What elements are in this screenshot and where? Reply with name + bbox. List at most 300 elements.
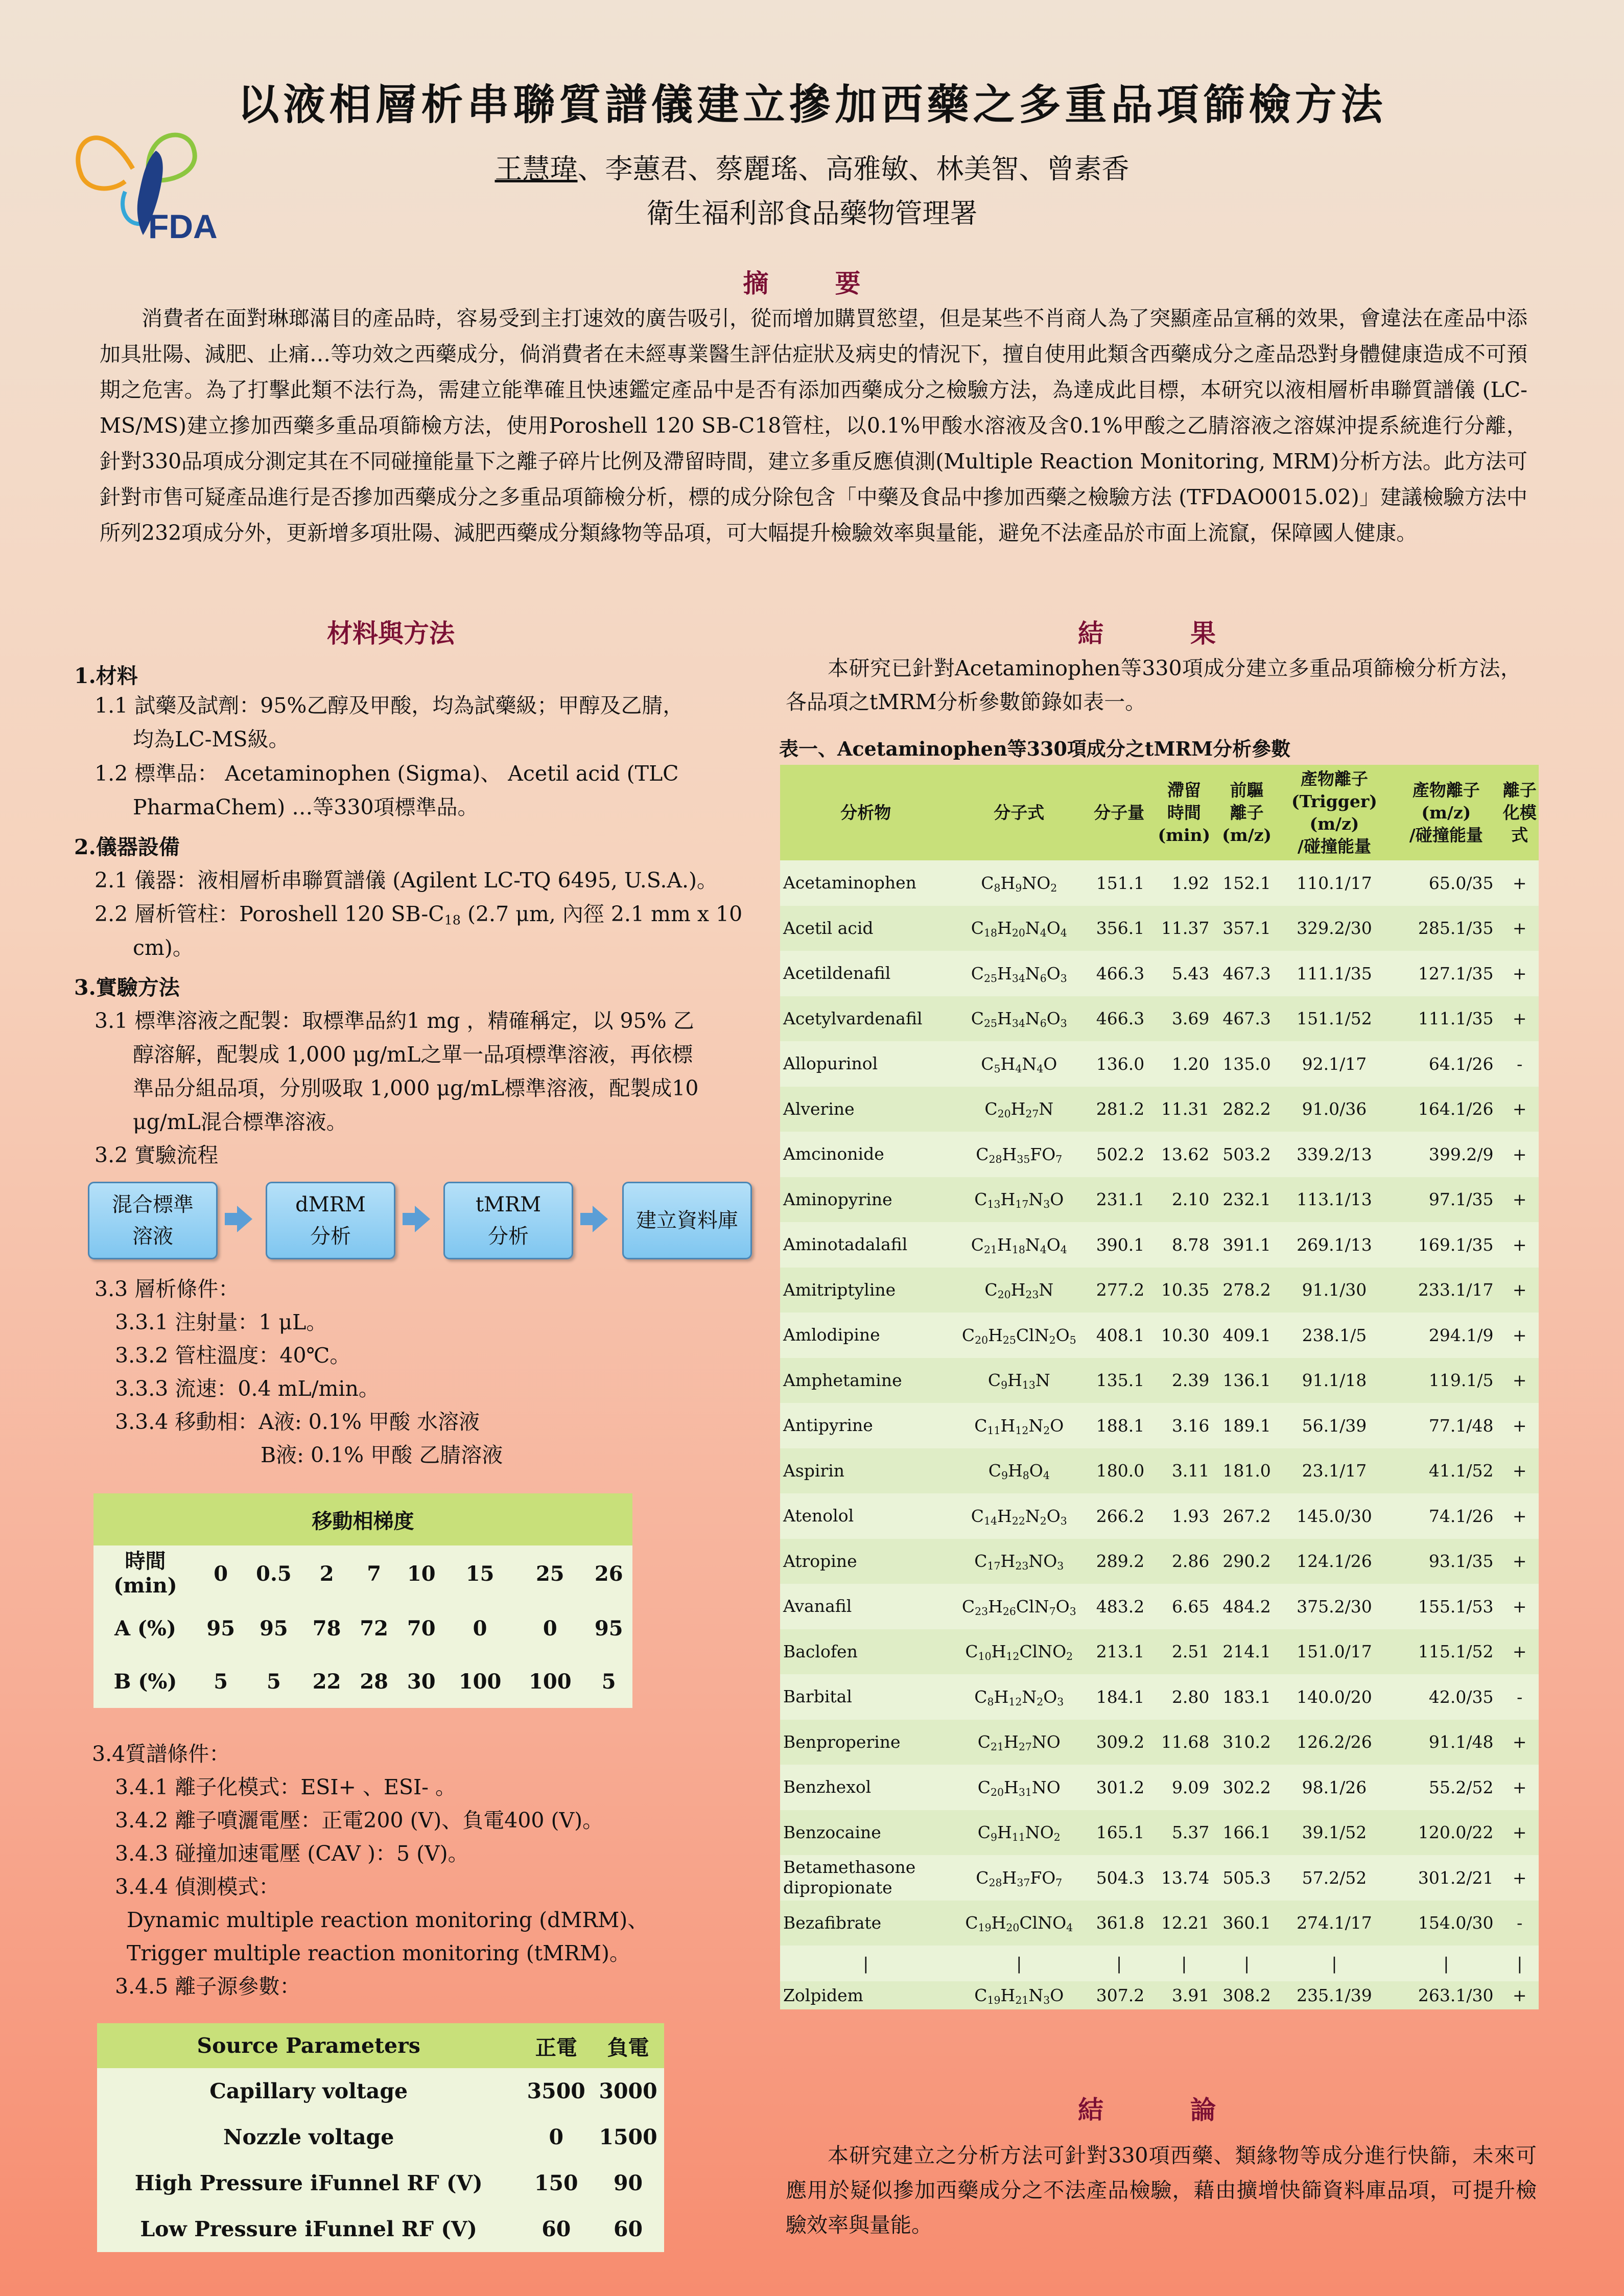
precursor-cell: 409.1 — [1216, 1313, 1277, 1358]
analyte-cell: Acetil acid — [780, 906, 952, 951]
mw-cell: 151.1 — [1087, 860, 1151, 906]
analyte-cell: Bezafibrate — [780, 1901, 952, 1946]
flow-step-tmrm: tMRM 分析 — [443, 1182, 573, 1259]
source-row: Low Pressure iFunnel RF (V) 60 60 — [97, 2206, 664, 2252]
mrm-row — [780, 1855, 1539, 1901]
coauthors: 、李蕙君、蔡麗瑤、高雅敏、林美智、曾素香 — [577, 153, 1129, 185]
precursor-cell: 505.3 — [1216, 1855, 1277, 1901]
product-cell: 399.2/9 — [1392, 1132, 1500, 1177]
trigger-cell: 126.2/26 — [1277, 1720, 1392, 1765]
mw-cell: 466.3 — [1087, 951, 1151, 996]
analyte-cell: Allopurinol — [780, 1041, 952, 1087]
materials-heading: 1.材料 — [74, 664, 138, 688]
mrm-row — [780, 1041, 1539, 1087]
precursor-cell: 166.1 — [1216, 1810, 1277, 1856]
trigger-cell: 57.2/52 — [1277, 1855, 1392, 1901]
product-cell: 294.1/9 — [1392, 1313, 1500, 1358]
mrm-row — [780, 1313, 1539, 1358]
precursor-cell: 503.2 — [1216, 1132, 1277, 1177]
mobile-phase-b: B液: 0.1% 甲酸 乙腈溶液 — [261, 1443, 503, 1467]
mrm-row — [780, 860, 1539, 906]
mrm-row — [780, 1539, 1539, 1584]
col-analyte: 分析物 — [780, 765, 952, 860]
mrm-row — [780, 1448, 1539, 1494]
formula-cell: $C_{21}H_{18}N_4O_4$ — [952, 1222, 1087, 1268]
formula-cell: $C_5H_4N_4O$ — [952, 1041, 1087, 1087]
product-cell: 155.1/53 — [1392, 1584, 1500, 1629]
mode-cell: - — [1501, 1674, 1539, 1720]
analyte-cell: Amphetamine — [780, 1358, 952, 1403]
product-cell: 97.1/35 — [1392, 1177, 1500, 1223]
mw-cell: 309.2 — [1087, 1720, 1151, 1765]
product-cell: 65.0/35 — [1392, 860, 1500, 906]
analyte-cell: Amlodipine — [780, 1313, 952, 1358]
formula-cell: $C_{28}H_{37}FO_7$ — [952, 1855, 1087, 1901]
mrm-row — [780, 1584, 1539, 1629]
column-temp: 3.3.2 管柱溫度：40℃。 — [115, 1343, 351, 1368]
precursor-cell: 278.2 — [1216, 1268, 1277, 1313]
product-cell: 233.1/17 — [1392, 1268, 1500, 1313]
formula-cell: $C_{20}H_{23}N$ — [952, 1268, 1087, 1313]
stdprep-line1: 3.1 標準溶液之配製：取標準品約1 mg ，精確稱定，以 95% 乙 — [95, 1009, 694, 1033]
mode-cell: + — [1501, 996, 1539, 1042]
mw-cell: 289.2 — [1087, 1539, 1151, 1584]
rt-cell: 1.92 — [1151, 860, 1216, 906]
mrm-row — [780, 1493, 1539, 1539]
mrm-row — [780, 1901, 1539, 1946]
mode-cell: + — [1501, 1493, 1539, 1539]
precursor-cell: 290.2 — [1216, 1539, 1277, 1584]
precursor-cell: 135.0 — [1216, 1041, 1277, 1087]
precursor-cell: 467.3 — [1216, 951, 1277, 996]
trigger-cell: 151.0/17 — [1277, 1629, 1392, 1675]
analyte-cell: Acetildenafil — [780, 951, 952, 996]
lc-conditions-heading: 3.3 層析條件： — [95, 1277, 240, 1301]
trigger-cell: 91.1/30 — [1277, 1268, 1392, 1313]
conclusion-text: 本研究建立之分析方法可針對330項西藥、類緣物等成分進行快篩，未來可應用於疑似摻加西藥成分之不法產品檢驗，藉由擴增快篩資料庫品項，可提升檢驗效率與量能。 — [786, 2143, 1537, 2237]
mrm-row — [780, 1720, 1539, 1765]
mw-cell: 361.8 — [1087, 1901, 1151, 1946]
rt-cell: 11.68 — [1151, 1720, 1216, 1765]
rt-cell: 2.10 — [1151, 1177, 1216, 1223]
rt-cell: 3.16 — [1151, 1403, 1216, 1448]
rt-cell: 5.43 — [1151, 951, 1216, 996]
abstract-text: 消費者在面對琳瑯滿目的產品時，容易受到主打速效的廣告吸引，從而增加購買慾望，但是某些不肖商人為了突顯產品宣稱的效果，會違法在產品中添加具壯陽、減肥、止痛…等功效之西藥成分，倘消費者在未經專業醫生評估症狀及病史的情況下，擅自使用此類含西藥成分之產品恐對身體健康造成不可預期之危害。為了打擊此類不法行為，需建立能準確且快速鑑定產品中是否有添加西藥成分之檢驗方法，為達成此目標，本研究以液相層析串聯質譜儀 (LC-MS/MS)建立摻加西藥多重品項篩檢方法，使用Poroshell 120 SB-C18管柱，以0.1%甲酸水溶液及含0.1%甲酸之乙腈溶液之溶媒沖提系統進行分離，針對330品項成分測定其在不同碰撞能量下之離子碎片比例及滯留時間，建立多重反應偵測(Multiple Reaction Monitoring, MRM)分析方法。此方法可針對市售可疑產品進行是否摻加西藥成分之多重品項篩檢分析，標的成分除包含「中藥及食品中摻加西藥之檢驗方法 (TFDAO0015.02)」建議檢驗方法中所列232項成分外，更新增多項壯陽、減肥西藥成分類緣物等品項，可大幅提升檢驗效率與量能，避免不法產品於市面上流竄，保障國人健康。 — [100, 306, 1527, 545]
mrm-header-row — [780, 765, 1539, 860]
mode-cell: - — [1501, 1901, 1539, 1946]
mode-cell: + — [1501, 1087, 1539, 1132]
ellipsis-cell: | — [1392, 1946, 1500, 1981]
mrm-row — [780, 1222, 1539, 1268]
col-trigger: 產物離子 (Trigger) (m/z) /碰撞能量 — [1277, 765, 1392, 860]
mrm-row — [780, 1674, 1539, 1720]
mode-cell: + — [1501, 1358, 1539, 1403]
method-heading: 3.實驗方法 — [74, 975, 180, 1000]
mw-cell: 408.1 — [1087, 1313, 1151, 1358]
mode-cell: + — [1501, 1629, 1539, 1675]
analyte-cell: Barbital — [780, 1674, 952, 1720]
flow-step-mixed-standard: 混合標準 溶液 — [88, 1182, 218, 1259]
product-cell: 55.2/52 — [1392, 1765, 1500, 1810]
ms-conditions-heading: 3.4質譜條件： — [92, 1742, 230, 1766]
formula-cell: $C_{20}H_{31}NO$ — [952, 1765, 1087, 1810]
source-header-row: Source Parameters 正電 負電 — [97, 2023, 664, 2068]
analyte-cell: Aminopyrine — [780, 1177, 952, 1223]
mw-cell: 504.3 — [1087, 1855, 1151, 1901]
mw-cell: 188.1 — [1087, 1403, 1151, 1448]
rt-cell: 6.65 — [1151, 1584, 1216, 1629]
trigger-cell: 113.1/13 — [1277, 1177, 1392, 1223]
logo-text: FDA — [148, 207, 218, 245]
analyte-cell: Amitriptyline — [780, 1268, 952, 1313]
product-cell: 120.0/22 — [1392, 1810, 1500, 1856]
mode-cell: + — [1501, 1268, 1539, 1313]
rt-cell: 5.37 — [1151, 1810, 1216, 1856]
cav: 3.4.3 碰撞加速電壓 (CAV )：5 (V)。 — [115, 1841, 469, 1866]
mrm-row — [780, 1268, 1539, 1313]
product-cell: 154.0/30 — [1392, 1901, 1500, 1946]
product-cell: 93.1/35 — [1392, 1539, 1500, 1584]
conclusion-heading: 結 論 — [1078, 2095, 1246, 2125]
rt-cell: 2.51 — [1151, 1629, 1216, 1675]
trigger-cell: 111.1/35 — [1277, 951, 1392, 996]
flow-rate: 3.3.3 流速：0.4 mL/min。 — [115, 1376, 380, 1401]
mw-cell: 502.2 — [1087, 1132, 1151, 1177]
rt-cell: 3.91 — [1151, 1981, 1216, 2009]
mrm-row — [780, 1765, 1539, 1810]
analyte-cell: Amcinonide — [780, 1132, 952, 1177]
gradient-b-row: B (%) 5 5 22 28 30 100 100 5 — [93, 1655, 632, 1708]
trigger-cell: 329.2/30 — [1277, 906, 1392, 951]
reagents-line1: 1.1 試藥及試劑：95%乙醇及甲酸，均為試藥級；甲醇及乙腈， — [95, 693, 684, 718]
mrm-row — [780, 906, 1539, 951]
product-cell: 74.1/26 — [1392, 1493, 1500, 1539]
formula-cell: $C_{13}H_{17}N_3O$ — [952, 1177, 1087, 1223]
precursor-cell: 181.0 — [1216, 1448, 1277, 1494]
analyte-cell: Aspirin — [780, 1448, 952, 1494]
product-cell: 285.1/35 — [1392, 906, 1500, 951]
rt-cell: 3.69 — [1151, 996, 1216, 1042]
product-cell: 119.1/5 — [1392, 1358, 1500, 1403]
flow-arrow-3 — [580, 1206, 608, 1232]
precursor-cell: 310.2 — [1216, 1720, 1277, 1765]
rt-cell: 8.78 — [1151, 1222, 1216, 1268]
precursor-cell: 360.1 — [1216, 1901, 1277, 1946]
ellipsis-cell: | — [1501, 1946, 1539, 1981]
mode-cell: + — [1501, 1855, 1539, 1901]
source-params-heading: 3.4.5 離子源參數： — [115, 1974, 301, 1999]
mode-cell: + — [1501, 1222, 1539, 1268]
ellipsis-cell: | — [1277, 1946, 1392, 1981]
mode-cell: + — [1501, 1539, 1539, 1584]
instrument-line: 2.1 儀器：液相層析串聯質譜儀 (Agilent LC-TQ 6495, U.S.A.)。 — [95, 868, 718, 893]
formula-cell: $C_{18}H_{20}N_4O_4$ — [952, 906, 1087, 951]
rt-cell: 2.80 — [1151, 1674, 1216, 1720]
stdprep-line4: μg/mL混合標準溶液。 — [133, 1110, 347, 1134]
flow-arrow-1 — [225, 1206, 252, 1232]
mode-cell: + — [1501, 860, 1539, 906]
trigger-cell: 140.0/20 — [1277, 1674, 1392, 1720]
stdprep-line2: 醇溶解，配製成 1,000 μg/mL之單一品項標準溶液，再依標 — [133, 1042, 693, 1067]
formula-cell: $C_{11}H_{12}N_2O$ — [952, 1403, 1087, 1448]
formula-cell: $C_9H_{13}N$ — [952, 1358, 1087, 1403]
mrm-row — [780, 1403, 1539, 1448]
ellipsis-cell: | — [952, 1946, 1087, 1981]
column-line2: cm)。 — [133, 935, 194, 960]
rt-cell: 3.11 — [1151, 1448, 1216, 1494]
analyte-cell: Betamethasone dipropionate — [780, 1855, 952, 1901]
product-cell: 263.1/30 — [1392, 1981, 1500, 2009]
mode-cell: + — [1501, 1810, 1539, 1856]
precursor-cell: 136.1 — [1216, 1358, 1277, 1403]
analyte-cell: Atenolol — [780, 1493, 952, 1539]
dmrm-line: Dynamic multiple reaction monitoring (dMRM)、 — [127, 1908, 649, 1932]
rt-cell: 13.62 — [1151, 1132, 1216, 1177]
mrm-row — [780, 1810, 1539, 1856]
formula-cell: $C_{28}H_{35}FO_7$ — [952, 1132, 1087, 1177]
ellipsis-cell: | — [1087, 1946, 1151, 1981]
trigger-cell: 23.1/17 — [1277, 1448, 1392, 1494]
mode-cell: + — [1501, 906, 1539, 951]
trigger-cell: 339.2/13 — [1277, 1132, 1392, 1177]
trigger-cell: 235.1/39 — [1277, 1981, 1392, 2009]
results-heading: 結 果 — [1078, 618, 1246, 648]
workflow-heading: 3.2 實驗流程 — [95, 1143, 219, 1167]
mw-cell: 231.1 — [1087, 1177, 1151, 1223]
trigger-cell: 151.1/52 — [1277, 996, 1392, 1042]
formula-cell: $C_8H_9NO_2$ — [952, 860, 1087, 906]
abstract-heading: 摘 要 — [743, 268, 881, 298]
flow-step-database: 建立資料庫 — [622, 1182, 752, 1259]
formula-cell: $C_8H_{12}N_2O_3$ — [952, 1674, 1087, 1720]
flow-arrow-2 — [403, 1206, 430, 1232]
mode-cell: + — [1501, 1765, 1539, 1810]
mode-cell: + — [1501, 1132, 1539, 1177]
mw-cell: 281.2 — [1087, 1087, 1151, 1132]
rt-cell: 11.31 — [1151, 1087, 1216, 1132]
product-cell: 91.1/48 — [1392, 1720, 1500, 1765]
analyte-cell: Acetylvardenafil — [780, 996, 952, 1042]
ellipsis-cell: | — [1151, 1946, 1216, 1981]
col-precursor: 前驅 離子 (m/z) — [1216, 765, 1277, 860]
poster-title: 以液相層析串聯質譜儀建立摻加西藥之多重品項篩檢方法 — [237, 80, 1387, 129]
formula-cell: $C_{19}H_{21}N_3O$ — [952, 1981, 1087, 2009]
ellipsis-cell: | — [1216, 1946, 1277, 1981]
mode-cell: + — [1501, 1403, 1539, 1448]
product-cell: 164.1/26 — [1392, 1087, 1500, 1132]
time-label: 時間 (min) — [113, 1549, 177, 1598]
mode-cell: + — [1501, 951, 1539, 996]
first-author: 王慧瑋 — [495, 153, 578, 185]
mw-cell: 136.0 — [1087, 1041, 1151, 1087]
col-formula: 分子式 — [952, 765, 1087, 860]
methods-heading: 材料與方法 — [327, 618, 455, 648]
mode-cell: + — [1501, 1313, 1539, 1358]
mode-cell: + — [1501, 1720, 1539, 1765]
trigger-cell: 98.1/26 — [1277, 1765, 1392, 1810]
mode-cell: + — [1501, 1584, 1539, 1629]
rt-cell: 2.39 — [1151, 1358, 1216, 1403]
source-row: High Pressure iFunnel RF (V) 150 90 — [97, 2160, 664, 2206]
table-caption: 表一、Acetaminophen等330項成分之tMRM分析參數 — [779, 737, 1291, 760]
trigger-cell: 274.1/17 — [1277, 1901, 1392, 1946]
precursor-cell: 467.3 — [1216, 996, 1277, 1042]
precursor-cell: 357.1 — [1216, 906, 1277, 951]
formula-cell: $C_{25}H_{34}N_6O_3$ — [952, 951, 1087, 996]
mw-cell: 356.1 — [1087, 906, 1151, 951]
tmrm-line: Trigger multiple reaction monitoring (tMRM)。 — [127, 1941, 631, 1965]
formula-cell: $C_{19}H_{20}ClNO_4$ — [952, 1901, 1087, 1946]
product-cell: 169.1/35 — [1392, 1222, 1500, 1268]
mrm-row — [780, 1177, 1539, 1223]
detection-mode-heading: 3.4.4 偵測模式： — [115, 1875, 280, 1899]
trigger-cell: 91.1/18 — [1277, 1358, 1392, 1403]
precursor-cell: 189.1 — [1216, 1403, 1277, 1448]
analyte-cell: Benzocaine — [780, 1810, 952, 1856]
rt-cell: 1.20 — [1151, 1041, 1216, 1087]
reagents-line2: 均為LC-MS級。 — [133, 727, 290, 752]
mode-cell: + — [1501, 1177, 1539, 1223]
mw-cell: 483.2 — [1087, 1584, 1151, 1629]
mrm-row — [780, 1132, 1539, 1177]
rt-cell: 9.09 — [1151, 1765, 1216, 1810]
gradient-title: 移動相梯度 — [93, 1493, 632, 1545]
standards-line2: PharmaChem) …等330項標準品。 — [133, 795, 479, 819]
mode-cell: - — [1501, 1041, 1539, 1087]
trigger-cell: 56.1/39 — [1277, 1403, 1392, 1448]
analyte-cell: Alverine — [780, 1087, 952, 1132]
source-row: Capillary voltage 3500 3000 — [97, 2068, 664, 2114]
affiliation: 衛生福利部食品藥物管理署 — [646, 197, 978, 229]
trigger-cell: 110.1/17 — [1277, 860, 1392, 906]
formula-cell: $C_{25}H_{34}N_6O_3$ — [952, 996, 1087, 1042]
fda-logo — [72, 120, 248, 243]
formula-cell: $C_{21}H_{27}NO$ — [952, 1720, 1087, 1765]
mrm-row — [780, 996, 1539, 1042]
product-cell: 41.1/52 — [1392, 1448, 1500, 1494]
source-row: Nozzle voltage 0 1500 — [97, 2114, 664, 2160]
mw-cell: 135.1 — [1087, 1358, 1151, 1403]
trigger-cell: 375.2/30 — [1277, 1584, 1392, 1629]
precursor-cell: 308.2 — [1216, 1981, 1277, 2009]
precursor-cell: 391.1 — [1216, 1222, 1277, 1268]
precursor-cell: 183.1 — [1216, 1674, 1277, 1720]
col-mw: 分子量 — [1087, 765, 1151, 860]
analyte-cell: Atropine — [780, 1539, 952, 1584]
spray-voltage: 3.4.2 離子噴灑電壓：正電200 (V)、負電400 (V)。 — [115, 1808, 604, 1833]
analyte-cell: Benproperine — [780, 1720, 952, 1765]
precursor-cell: 267.2 — [1216, 1493, 1277, 1539]
trigger-cell: 39.1/52 — [1277, 1810, 1392, 1856]
ionization-mode: 3.4.1 離子化模式：ESI+ 、ESI- 。 — [115, 1775, 457, 1799]
flow-step-dmrm: dMRM 分析 — [266, 1182, 395, 1259]
trigger-cell: 145.0/30 — [1277, 1493, 1392, 1539]
mrm-row — [780, 1087, 1539, 1132]
mrm-row — [780, 951, 1539, 996]
mrm-table — [780, 765, 1539, 2009]
gradient-time-row: 時間 (min) 0 0.5 2 7 10 15 25 26 — [93, 1545, 632, 1602]
trigger-cell: 124.1/26 — [1277, 1539, 1392, 1584]
mw-cell: 165.1 — [1087, 1810, 1151, 1856]
source-parameters-table — [97, 2023, 664, 2252]
mode-cell: + — [1501, 1448, 1539, 1494]
mw-cell: 390.1 — [1087, 1222, 1151, 1268]
formula-cell: $C_{14}H_{22}N_2O_3$ — [952, 1493, 1087, 1539]
col-product: 產物離子 (m/z) /碰撞能量 — [1392, 765, 1500, 860]
product-cell: 111.1/35 — [1392, 996, 1500, 1042]
gradient-a-row: A (%) 95 95 78 72 70 0 0 95 — [93, 1602, 632, 1655]
product-cell: 301.2/21 — [1392, 1855, 1500, 1901]
mw-cell: 180.0 — [1087, 1448, 1151, 1494]
trigger-cell: 238.1/5 — [1277, 1313, 1392, 1358]
mw-cell: 266.2 — [1087, 1493, 1151, 1539]
rt-cell: 1.93 — [1151, 1493, 1216, 1539]
gradient-table — [93, 1493, 632, 1708]
mw-cell: 466.3 — [1087, 996, 1151, 1042]
rt-cell: 10.35 — [1151, 1268, 1216, 1313]
rt-cell: 12.21 — [1151, 1901, 1216, 1946]
mw-cell: 307.2 — [1087, 1981, 1151, 2009]
analyte-cell: Zolpidem — [780, 1981, 952, 2009]
precursor-cell: 214.1 — [1216, 1629, 1277, 1675]
analyte-cell: Acetaminophen — [780, 860, 952, 906]
formula-cell: $C_{17}H_{23}NO_3$ — [952, 1539, 1087, 1584]
precursor-cell: 152.1 — [1216, 860, 1277, 906]
rt-cell: 11.37 — [1151, 906, 1216, 951]
product-cell: 64.1/26 — [1392, 1041, 1500, 1087]
analyte-cell: Avanafil — [780, 1584, 952, 1629]
mw-cell: 277.2 — [1087, 1268, 1151, 1313]
product-cell: 115.1/52 — [1392, 1629, 1500, 1675]
analyte-cell: Aminotadalafil — [780, 1222, 952, 1268]
trigger-cell: 269.1/13 — [1277, 1222, 1392, 1268]
ellipsis-cell: | — [780, 1946, 952, 1981]
mode-cell: + — [1501, 1981, 1539, 2009]
column-line1: 2.2 層析管柱：Poroshell 120 $SB-C_{18}$ (2.7 μm, 內徑 2.1 mm x 10 — [95, 902, 743, 928]
mobile-phase-a: 3.3.4 移動相：A液: 0.1% 甲酸 水溶液 — [115, 1410, 480, 1434]
mrm-row — [780, 1358, 1539, 1403]
standards-line1: 1.2 標準品： Acetaminophen (Sigma)、 Acetil acid (TLC — [95, 761, 679, 786]
precursor-cell: 302.2 — [1216, 1765, 1277, 1810]
analyte-cell: Baclofen — [780, 1629, 952, 1675]
analyte-cell: Benzhexol — [780, 1765, 952, 1810]
mw-cell: 301.2 — [1087, 1765, 1151, 1810]
col-mode: 離子 化模 式 — [1501, 765, 1539, 860]
formula-cell: $C_{20}H_{27}N$ — [952, 1087, 1087, 1132]
mw-cell: 184.1 — [1087, 1674, 1151, 1720]
rt-cell: 2.86 — [1151, 1539, 1216, 1584]
equipment-heading: 2.儀器設備 — [74, 835, 180, 859]
stdprep-line3: 準品分組品項，分別吸取 1,000 μg/mL標準溶液，配製成10 — [133, 1076, 699, 1100]
results-text: 本研究已針對Acetaminophen等330項成分建立多重品項篩檢分析方法，各品項之tMRM分析參數節錄如表一。 — [786, 656, 1521, 714]
rt-cell: 13.74 — [1151, 1855, 1216, 1901]
product-cell: 77.1/48 — [1392, 1403, 1500, 1448]
precursor-cell: 232.1 — [1216, 1177, 1277, 1223]
rt-cell: 10.30 — [1151, 1313, 1216, 1358]
trigger-cell: 92.1/17 — [1277, 1041, 1392, 1087]
precursor-cell: 484.2 — [1216, 1584, 1277, 1629]
analyte-cell: Antipyrine — [780, 1403, 952, 1448]
formula-cell: $C_9H_{11}NO_2$ — [952, 1810, 1087, 1856]
formula-cell: $C_9H_8O_4$ — [952, 1448, 1087, 1494]
formula-cell: $C_{20}H_{25}ClN_2O_5$ — [952, 1313, 1087, 1358]
trigger-cell: 91.0/36 — [1277, 1087, 1392, 1132]
product-cell: 42.0/35 — [1392, 1674, 1500, 1720]
formula-cell: $C_{10}H_{12}ClNO_2$ — [952, 1629, 1087, 1675]
col-rt: 滯留 時間 (min) — [1151, 765, 1216, 860]
formula-cell: $C_{23}H_{26}ClN_7O_3$ — [952, 1584, 1087, 1629]
precursor-cell: 282.2 — [1216, 1087, 1277, 1132]
